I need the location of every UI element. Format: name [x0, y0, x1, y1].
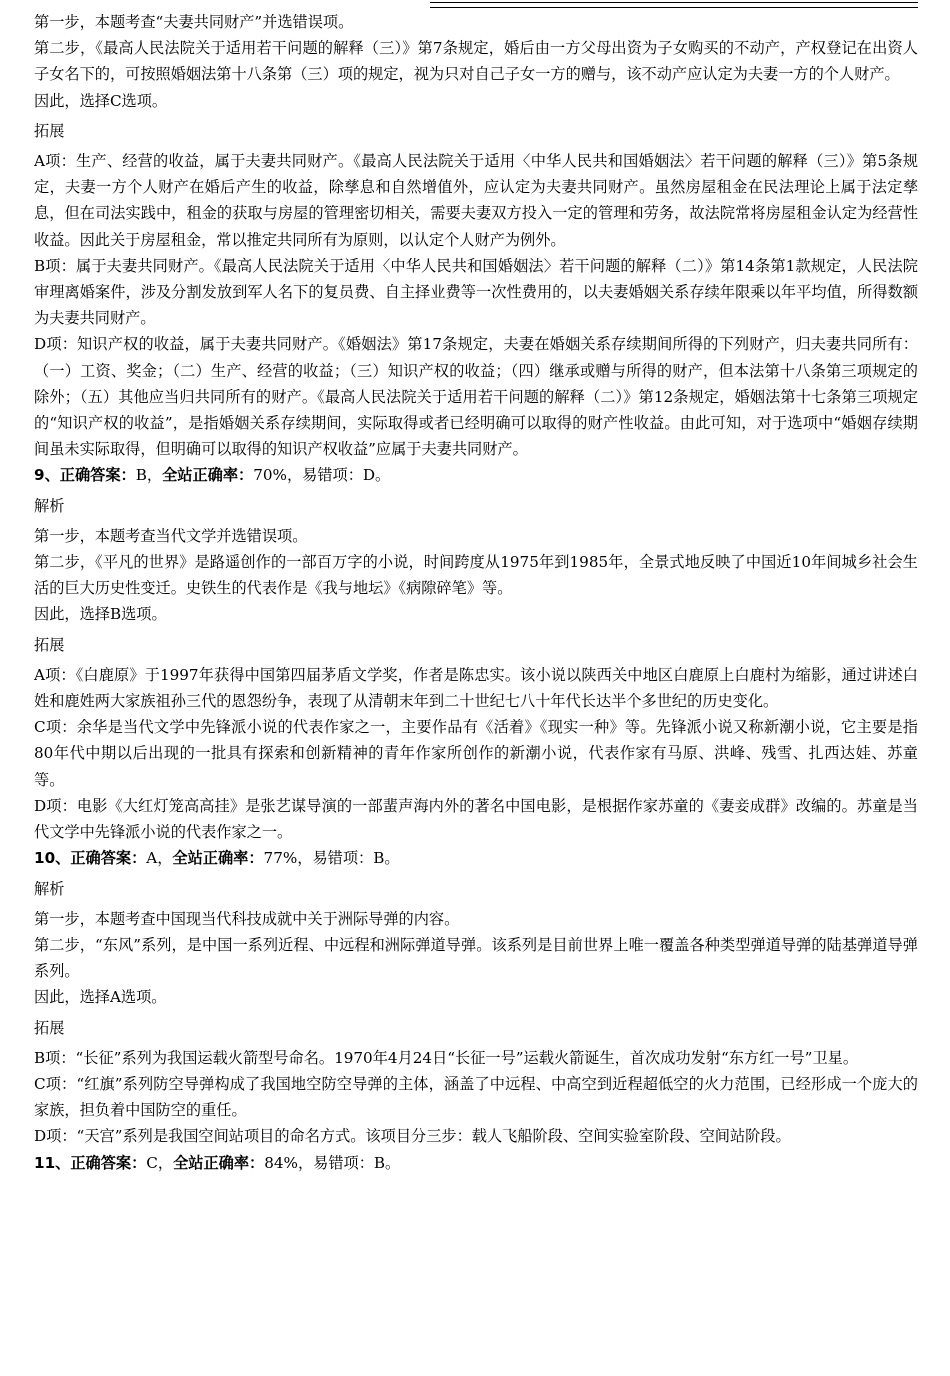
q10-answer-line	[34, 845, 918, 871]
q8-step1: 第一步，本题考查“夫妻共同财产”并选错误项。	[34, 13, 354, 31]
q9-rate-value: 70%，易错项：D。	[253, 466, 391, 485]
q8-step2: 第二步，《最高人民法院关于适用若干问题的解释（三）》第7条规定，婚后由一方父母出资为子女购买的不动产，产权登记在出资人子女名下的，可按照婚姻法第十八条第（三）项的规定，视为只对自己子女一方的赠与，该不动产应认定为夫妻一方的个人财产。	[34, 39, 918, 84]
header-rule-thin	[430, 7, 918, 8]
q11-rate-value: 84%，易错项：B。	[264, 1153, 401, 1172]
q8-conclusion: 因此，选择C选项。	[34, 91, 168, 110]
q8-extension-b: B项：属于夫妻共同财产。《最高人民法院关于适用〈中华人民共和国婚姻法〉若干问题的解释（二）》第14条第1款规定，人民法院审理离婚案件，涉及分割发放到军人名下的复员费、自主择业费等一次性费用的，以夫妻婚姻关系存续年限乘以年平均值，所得数额为夫妻共同财产。	[34, 256, 918, 328]
q11-answer-value: C，	[146, 1153, 174, 1172]
q9-step1: 第一步，本题考查当代文学并选错误项。	[34, 526, 308, 545]
q9-answer-label: 9、正确答案：	[34, 466, 136, 485]
q9-extension-c: C项：余华是当代文学中先锋派小说的代表作家之一，主要作品有《活着》《现实一种》等。先锋派小说又称新潮小说，它主要是指80年代中期以后出现的一批具有探索和创新精神的青年作家所创作的新潮小说，代表作家有马原、洪峰、残雪、扎西达娃、苏童等。	[34, 718, 918, 789]
q8-extension-title: 拓展	[34, 121, 65, 140]
q9-extension-title: 拓展	[34, 635, 65, 654]
q11-answer-line	[34, 1150, 918, 1176]
q11-rate-label: 全站正确率：	[173, 1153, 265, 1172]
document-body	[34, 9, 918, 1176]
q10-answer-value: A，	[146, 849, 173, 868]
q9-analysis-title: 解析	[34, 496, 65, 515]
q11-answer-label: 11、正确答案：	[34, 1153, 147, 1172]
q9-step2: 第二步，《平凡的世界》是路遥创作的一部百万字的小说，时间跨度从1975年到1985年，全景式地反映了中国近10年间城乡社会生活的巨大历史性变迁。史铁生的代表作是《我与地坛》《病隙碎笔》等。	[34, 553, 918, 598]
q10-extension-b: B项：“长征”系列为我国运载火箭型号命名。1970年4月24日“长征一号”运载火箭诞生，首次成功发射“东方红一号”卫星。	[34, 1048, 859, 1067]
q10-step1: 第一步，本题考查中国现当代科技成就中关于洲际导弹的内容。	[34, 909, 460, 928]
q9-rate-label: 全站正确率：	[162, 466, 254, 485]
q10-rate-value: 77%，易错项：B。	[263, 849, 400, 868]
q8-extension-a: A项：生产、经营的收益，属于夫妻共同财产。《最高人民法院关于适用〈中华人民共和国婚姻法〉若干问题的解释（三）》第5条规定，夫妻一方个人财产在婚后产生的收益，除孳息和自然增值外，应认定为夫妻共同财产。虽然房屋租金在民法理论上属于法定孳息，但在司法实践中，租金的获取与房屋的管理密切相关，需要夫妻双方投入一定的管理和劳务，故法院常将房屋租金认定为经营性收益。因此关于房屋租金，常以推定共同所有为原则，以认定个人财产为例外。	[34, 152, 918, 249]
q9-extension-d: D项：电影《大红灯笼高高挂》是张艺谋导演的一部蜚声海内外的著名中国电影，是根据作家苏童的《妻妾成群》改编的。苏童是当代文学中先锋派小说的代表作家之一。	[34, 796, 918, 842]
q8-extension-d: D项：知识产权的收益，属于夫妻共同财产。《婚姻法》第17条规定，夫妻在婚姻关系存续期间所得的下列财产，归夫妻共同所有：（一）工资、奖金；（二）生产、经营的收益；（三）知识产权的收益；（四）继承或赠与所得的财产，但本法第十八条第三项规定的除外；（五）其他应当归共同所有的财产。《最高人民法院关于适用若干问题的解释（二）》第12条规定，婚姻法第十七条第三项规定的“知识产权的收益”，是指婚姻关系存续期间，实际取得或者已经明确可以取得的财产性收益。由此可知，对于选项中“婚姻存续期间虽未实际取得，但明确可以取得的知识产权收益”应属于夫妻共同财产。	[34, 335, 918, 459]
q10-answer-label: 10、正确答案：	[34, 849, 147, 868]
q10-analysis-title: 解析	[34, 879, 65, 898]
q10-rate-label: 全站正确率：	[172, 849, 264, 868]
q10-extension-d: D项：“天宫”系列是我国空间站项目的命名方式。该项目分三步：载人飞船阶段、空间实验室阶段、空间站阶段。	[34, 1127, 791, 1146]
q9-answer-line	[34, 462, 918, 488]
q9-answer-value: B，	[135, 466, 163, 485]
q9-extension-a: A项：《白鹿原》于1997年获得中国第四届茅盾文学奖，作者是陈忠实。该小说以陕西关中地区白鹿原上白鹿村为缩影，通过讲述白姓和鹿姓两大家族祖孙三代的恩怨纷争，表现了从清朝末年到二十世纪七八十年代长达半个多世纪的历史变化。	[34, 665, 918, 711]
header-rule	[430, 2, 918, 3]
q10-step2: 第二步，“东风”系列，是中国一系列近程、中远程和洲际弹道导弹。该系列是目前世界上唯一覆盖各种类型弹道导弹的陆基弹道导弹系列。	[34, 935, 918, 981]
q10-extension-title: 拓展	[34, 1018, 65, 1037]
q10-conclusion: 因此，选择A选项。	[34, 988, 167, 1007]
q9-conclusion: 因此，选择B选项。	[34, 605, 167, 624]
q10-extension-c: C项：“红旗”系列防空导弹构成了我国地空防空导弹的主体，涵盖了中远程、中高空到近程超低空的火力范围，已经形成一个庞大的家族，担负着中国防空的重任。	[34, 1074, 918, 1120]
